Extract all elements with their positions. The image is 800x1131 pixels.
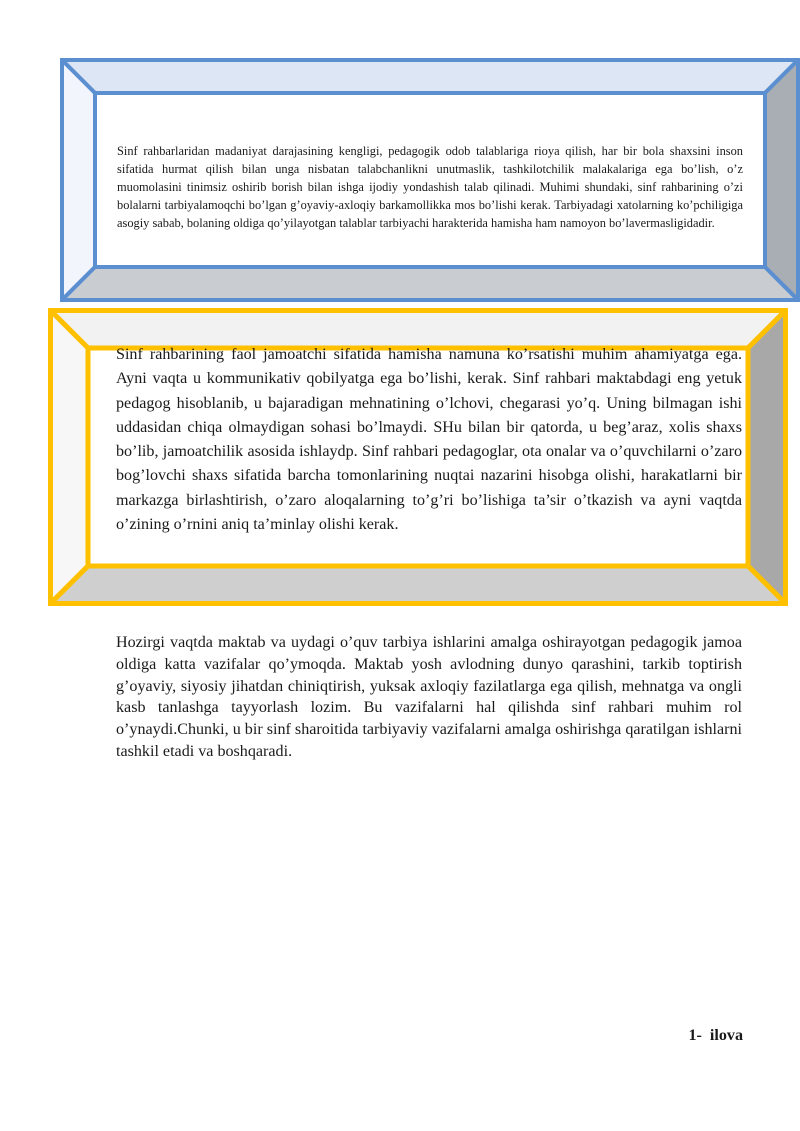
- appendix-label: 1- ilova: [688, 1027, 743, 1044]
- middle-bevel-frame: [48, 308, 788, 606]
- body-paragraph: Hozirgi vaqtda maktab va uydagi o’quv tarbiya ishlarini amalga oshirayotgan pedagogik jamoa oldiga katta vazifalar qo’ymoqda. Maktab yosh avlodning dunyo qarashini, tarkib toptirish g’oyaviy, siyosiy jihatdan chiniqtirish, yuksak axloqiy fazilatlarga ega qilish, mehnatga va ongli kasb tanlashga tayyorlash lozim. Bu vazifalarni hal qilishda sinf rahbari muhim rol o’ynaydi.Chunki, u bir sinf sharoitida tarbiyaviy vazifalarni amalga oshirishga qaratilgan ishlarni tashkil etadi va boshqaradi.: [116, 634, 742, 760]
- middle-frame-paragraph: Sinf rahbarining faol jamoatchi sifatida hamisha namuna ko’rsatishi muhim ahamiyatga ega. Ayni vaqta u kommunikativ qobilyatga ega bo’lishi, kerak. Sinf rahbari maktabdagi eng yetuk pedagog hisoblanib, u bajaradigan mehnatining o’lchovi, chegarasi yo’q. Uning bilmagan ishi uddasidan chiqa olmaydigan sohasi bo’lmaydi. SHu bilan bir qatorda, u beg’araz, xolis shaxs bo’lib, jamoatchilik asosida ishlaydp. Sinf rahbari pedagoglar, ota onalar va o’quvchilarni o’zaro bog’lovchi shaxs sifatida barcha tomonlarining nuqtai nazarini hisobga olishi, harakatlarni bir markazga birlashtirish, o’zaro aloqalarning to’g’ri bo’lishiga ta’sir o’tkazish va ayni vaqtda o’zining o’rnini aniq ta’minlay olishi kerak.: [116, 346, 742, 534]
- top-bevel-frame: [60, 58, 800, 302]
- top-frame-paragraph: Sinf rahbarlaridan madaniyat darajasining kengligi, pedagogik odob talablariga rioya qilish, har bir bola shaxsini inson sifatida hurmat qilish bilan unga nisbatan talabchanlikni unutmaslik, tashkilotchilik malakalariga ega bo’lish, o’z muomolasini tinimsiz oshirib borish bilan ishga ijodiy yondashish talab qilinadi. Muhimi shundaki, sinf rahbarining o’zi bolalarni tarbiyalamoqchi bo’lgan g’oyaviy-axloqiy barkamollikka mos bo’lishi kerak. Tarbiyadagi xatolarning ko’pchiligiga asogiy sabab, bolaning oldiga qo’yilayotgan talablar tarbiyachi harakterida hamisha ham namoyon bo’lavermasligidadir.: [117, 144, 743, 230]
